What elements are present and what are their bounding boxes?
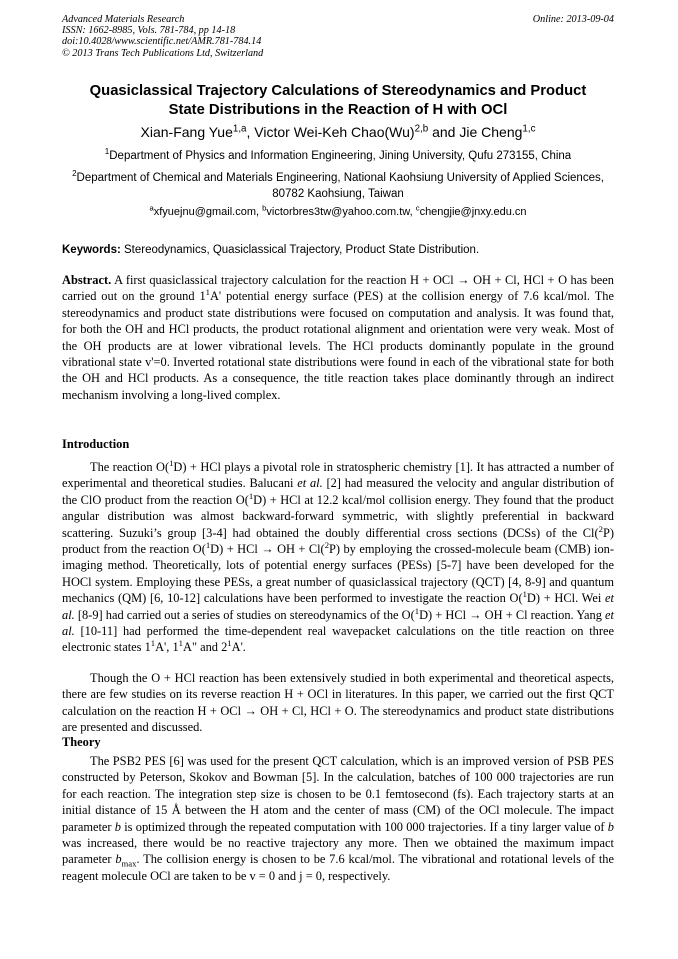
superscript: 1 bbox=[248, 490, 254, 501]
author-and: and bbox=[428, 124, 460, 140]
introduction-paragraph-1 bbox=[62, 459, 614, 656]
text-run: . The collision energy is chosen to be 7.6 kcal/mol. The vibrational and rotational levels of the reagent molecule OCl are taken to be v = 0 and j = 0, respectively. bbox=[62, 852, 615, 883]
affiliation-1-sup: 1 bbox=[104, 147, 110, 157]
italic-run: et al. bbox=[62, 591, 614, 622]
text-run: The PSB2 PES [6] was used for the present QCT calculation, which is an improved version of PSB PES constructed by Peterson, Skokov and Bowman [5]. In the calculation, batches of 100 000 trajectories are run for each reaction. The integration step size is chosen to be 0.1 femtosecond (fs). Each trajectory starts at an initial distance of 15 Å between the H atom and the center of mass (CM) of the OCl molecule. The impact parameter bbox=[62, 754, 614, 834]
journal-name: Advanced Materials Research bbox=[62, 14, 185, 25]
email-b-sup: b bbox=[262, 203, 267, 213]
doi-line: doi:10.4028/www.scientific.net/AMR.781-784.14 bbox=[62, 36, 262, 48]
theory-heading: Theory bbox=[62, 735, 101, 749]
email-c-sup: c bbox=[415, 203, 420, 213]
text-run: is optimized through the repeated computation with 100 000 trajectories. If a tiny larger value of bbox=[120, 819, 608, 834]
superscript: 2 bbox=[324, 539, 330, 550]
email-c: chengjie@jnxy.edu.cn bbox=[419, 206, 527, 218]
affiliation-2-text: Department of Chemical and Materials Engineering, National Kaohsiung University of Applied Sciences, 80782 Kaohsiung, Taiwan bbox=[76, 172, 604, 200]
text-run: A', 1 bbox=[155, 640, 179, 655]
keywords bbox=[62, 243, 614, 257]
superscript: 1 bbox=[522, 589, 527, 600]
online-date: Online: 2013-09-04 bbox=[532, 14, 614, 25]
text-run: D) + HCl → OH + Cl( bbox=[210, 542, 325, 557]
journal-header bbox=[62, 14, 614, 59]
title-line-2: State Distributions in the Reaction of H with OCl bbox=[168, 101, 508, 118]
author-1-sup: 1,a bbox=[232, 123, 247, 135]
superscript: 1 bbox=[205, 539, 211, 550]
author-2: Victor Wei-Keh Chao(Wu) bbox=[254, 124, 415, 140]
author-list bbox=[62, 123, 614, 141]
abstract bbox=[62, 272, 614, 403]
text-run: D) + HCl at 12.2 kcal/mol collision energy. They found that the product angular distribution was almost backward-forward symmetric, with slightly preferential in backward scattering. Suzuki’s group [3-4] had obtained the doubly differential cross sections (DCSs) of the Cl( bbox=[62, 492, 614, 540]
affiliation-1-text: Department of Physics and Information Engineering, Jining University, Qufu 273155, China bbox=[109, 150, 572, 162]
abstract-label: Abstract. bbox=[62, 273, 112, 287]
affiliation-2 bbox=[62, 171, 614, 202]
abstract-text-2: A' potential energy surface (PES) at the collision energy of 7.6 kcal/mol. The stereodynamics and product state distributions were focused on computation and analysis. It was found that, for both the OH and HCl products, the product rotational alignment and orientation were very weak. Most of the OH products are at lower vibrational levels. The HCl products dominantly populate in the ground vibrational state v'=0. Inverted rotational state distributions were found in each of the vibrational state for both the OH and HCl products. As a consequence, the title reaction takes place dominantly through an indirect mechanism involving a long-lived complex. bbox=[62, 289, 614, 402]
paper-title bbox=[62, 82, 614, 119]
text-run: D) + HCl. Wei bbox=[526, 591, 606, 606]
text-run: [2] had measured the velocity and angular distribution of the ClO product from the reaction O( bbox=[62, 476, 614, 507]
text-run: P) by employing the crossed-molecule beam (CMB) ion-imaging method. Theoretically, lots of potential energy surfaces (PESs) [5-7] have been developed for the HOCl system. Employing these PESs, a great number of quasiclassical trajectory (QCT) [4, 8-9] and quantum mechanics (QM) [6, 10-12] calculations have been performed to investigate the reaction O( bbox=[62, 542, 614, 606]
text-run: The reaction O( bbox=[90, 460, 170, 474]
keywords-label: Keywords: bbox=[62, 244, 121, 256]
text-run: D) + HCl → OH + Cl reaction. Yang bbox=[419, 607, 606, 622]
text-run: P) product from the reaction O( bbox=[62, 525, 614, 557]
superscript: 1 bbox=[414, 605, 420, 616]
affiliation-1 bbox=[62, 149, 614, 165]
keywords-text: Stereodynamics, Quasiclassical Trajectory, Product State Distribution. bbox=[120, 244, 480, 256]
text-run: [10-11] had performed the time-dependent real wavepacket calculations on the title reaction on three electronic states 1 bbox=[62, 624, 614, 655]
superscript: 1 bbox=[169, 457, 174, 468]
author-separator: , bbox=[246, 124, 255, 140]
abstract-text-1: A first quasiclassical trajectory calculation for the reaction H + OCl → OH + Cl, HCl + O has been carried out on the ground 1 bbox=[62, 273, 614, 304]
theory-paragraph bbox=[62, 753, 614, 884]
email-a: xfyuejnu@gmail.com, bbox=[153, 206, 263, 218]
italic-run: et al. bbox=[62, 607, 614, 639]
introduction-paragraph-2: Though the O + HCl reaction has been extensively studied in both experimental and theoretical aspects, there are few studies on its reverse reaction H + OCl in literatures. In this paper, we carried out the first QCT calculation on the reaction H + OCl → OH + Cl, HCl + O. The stereodynamics and product state distributions are presented and discussed. bbox=[62, 671, 614, 735]
italic-run: b bbox=[114, 819, 121, 834]
title-line-1: Quasiclassical Trajectory Calculations of Stereodynamics and Product bbox=[89, 83, 587, 99]
text-run: D) + HCl plays a pivotal role in stratospheric chemistry [1]. It has attracted a number of experimental and theoretical studies. Balucani bbox=[62, 460, 614, 491]
superscript: 1 bbox=[178, 638, 183, 649]
author-2-sup: 2,b bbox=[414, 123, 429, 135]
author-3-sup: 1,c bbox=[522, 123, 536, 135]
author-1: Xian-Fang Yue bbox=[140, 124, 233, 140]
author-3: Jie Cheng bbox=[459, 124, 523, 140]
italic-run: b bbox=[607, 819, 614, 834]
text-run: A'. bbox=[231, 640, 246, 655]
superscript: 1 bbox=[227, 638, 232, 649]
text-run: [8-9] had carried out a series of studies on stereodynamics of the O( bbox=[74, 607, 415, 622]
italic-run: et al. bbox=[297, 476, 323, 491]
superscript: 1 bbox=[150, 638, 156, 649]
superscript: 2 bbox=[598, 523, 603, 534]
italic-run: b bbox=[115, 852, 122, 867]
text-run: was increased, there would be no reactive trajectory any more. Then we obtained the maximum impact parameter bbox=[62, 836, 614, 867]
abstract-sup: 1 bbox=[205, 287, 210, 298]
subscript: max bbox=[121, 858, 137, 869]
email-b: victorbres3tw@yahoo.com.tw, bbox=[266, 206, 416, 218]
introduction-heading: Introduction bbox=[62, 437, 130, 451]
copyright-line: © 2013 Trans Tech Publications Ltd, Switzerland bbox=[62, 47, 264, 59]
affiliation-2-sup: 2 bbox=[72, 169, 77, 179]
text-run: A" and 2 bbox=[183, 640, 228, 655]
email-list bbox=[62, 205, 614, 219]
issn-line: ISSN: 1662-8985, Vols. 781-784, pp 14-18 bbox=[62, 25, 236, 37]
email-a-sup: a bbox=[149, 203, 154, 213]
